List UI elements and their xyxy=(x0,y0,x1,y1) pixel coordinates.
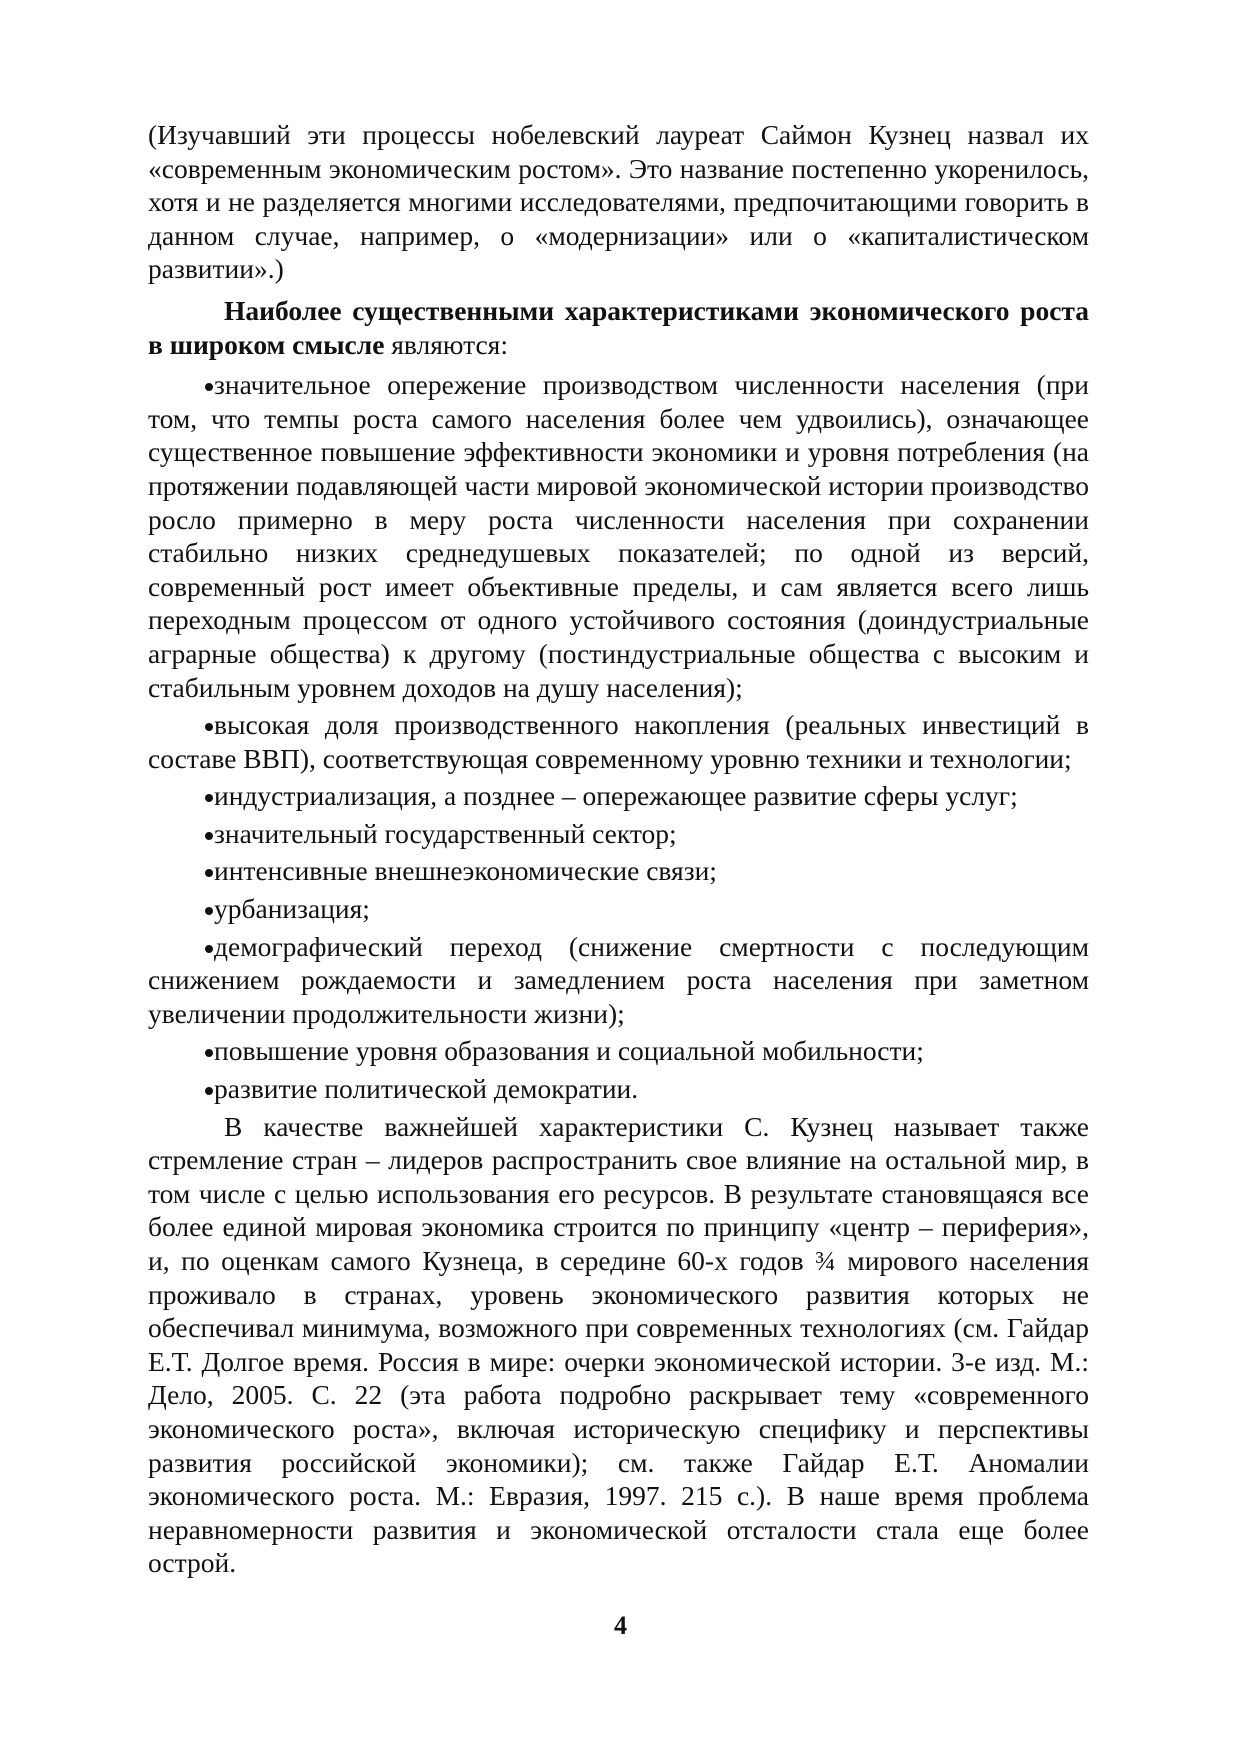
list-item xyxy=(148,930,1089,1031)
list-item xyxy=(148,817,1089,851)
list-item-text: развитие политической демократии. xyxy=(214,1073,639,1105)
bullet-icon xyxy=(205,907,213,915)
list-item xyxy=(148,1072,1089,1106)
list-item-text: урбанизация; xyxy=(214,893,370,925)
bullet-icon xyxy=(205,945,213,953)
closing-paragraph: В качестве важнейшей характеристики С. Кузнец называет также стремление стран – лидеров распространить свое влияние на остальной мир, в том числе с целью использования его ресурсов. В результате становящаяся все более единой мировая экономика строится по принципу «центр – периферия», и, по оценкам самого Кузнеца, в середине 60-х годов ¾ мирового населения проживало в странах, уровень экономического развития которых не обеспечивал минимума, возможного при современных технологиях (см. Гайдар Е.Т. Долгое время. Россия в мире: очерки экономической истории. 3-е изд. М.: Дело, 2005. С. 22 (эта работа подробно раскрывает тему «современного экономического роста», включая историческую специфику и перспективы развития российской экономики); см. также Гайдар Е.Т. Аномалии экономического роста. М.: Евразия, 1997. 215 с.). В наше время проблема неравномерности развития и экономической отсталости стала еще более острой. xyxy=(148,1110,1089,1579)
heading-bold-text: Наиболее существенными характеристиками экономического роста в широком смысле xyxy=(148,294,1089,360)
list-item-text: значительное опережение производством численности населения (при том, что темпы роста самого населения более чем удвоились), означающее существенное повышение эффективности экономики и уровня потребления (на протяжении подавляющей части мировой экономической истории производство росло примерно в меру роста численности населения при сохранении стабильно низких среднедушевых показателей; по одной из версий, современный рост имеет объективные пределы, и сам является всего лишь переходным процессом от одного устойчивого состояния (доиндустриальные аграрные общества) к другому (постиндустриальные общества с высоким и стабильным уровнем доходов на душу населения); xyxy=(148,369,1089,703)
page-number: 4 xyxy=(614,1611,627,1640)
list-item xyxy=(148,892,1089,926)
bullet-icon xyxy=(205,832,213,840)
bullet-icon xyxy=(205,1049,213,1057)
bullet-icon xyxy=(205,869,213,877)
bullet-icon xyxy=(205,794,213,802)
document-page xyxy=(148,118,1089,1580)
heading-plain-text: являются: xyxy=(384,328,508,360)
list-item-text: демографический переход (снижение смертности с последующим снижением рождаемости и замедлением роста населения при заметном увеличении продолжительности жизни); xyxy=(148,930,1089,1029)
list-item-text: повышение уровня образования и социальной мобильности; xyxy=(214,1035,924,1067)
list-item xyxy=(148,854,1089,888)
characteristics-list xyxy=(148,368,1089,1105)
characteristics-heading xyxy=(148,294,1089,361)
list-item-text: интенсивные внешнеэкономические связи; xyxy=(214,855,717,887)
list-item xyxy=(148,708,1089,775)
list-item-text: индустриализация, а позднее – опережающее развитие сферы услуг; xyxy=(214,780,1018,812)
list-item-text: высокая доля производственного накопления (реальных инвестиций в составе ВВП), соответствующая современному уровню техники и технологии; xyxy=(148,709,1089,774)
list-item-text: значительный государственный сектор; xyxy=(214,817,677,849)
list-item xyxy=(148,779,1089,813)
bullet-icon xyxy=(205,383,213,391)
list-item xyxy=(148,368,1089,704)
list-item xyxy=(148,1034,1089,1068)
intro-paragraph: (Изучавший эти процессы нобелевский лауреат Саймон Кузнец назвал их «современным экономическим ростом». Это название постепенно укоренилось, хотя и не разделяется многими исследователями, предпочитающими говорить в данном случае, например, о «модернизации» или о «капиталистическом развитии».) xyxy=(148,119,1089,285)
bullet-icon xyxy=(205,723,213,731)
bullet-icon xyxy=(205,1087,213,1095)
